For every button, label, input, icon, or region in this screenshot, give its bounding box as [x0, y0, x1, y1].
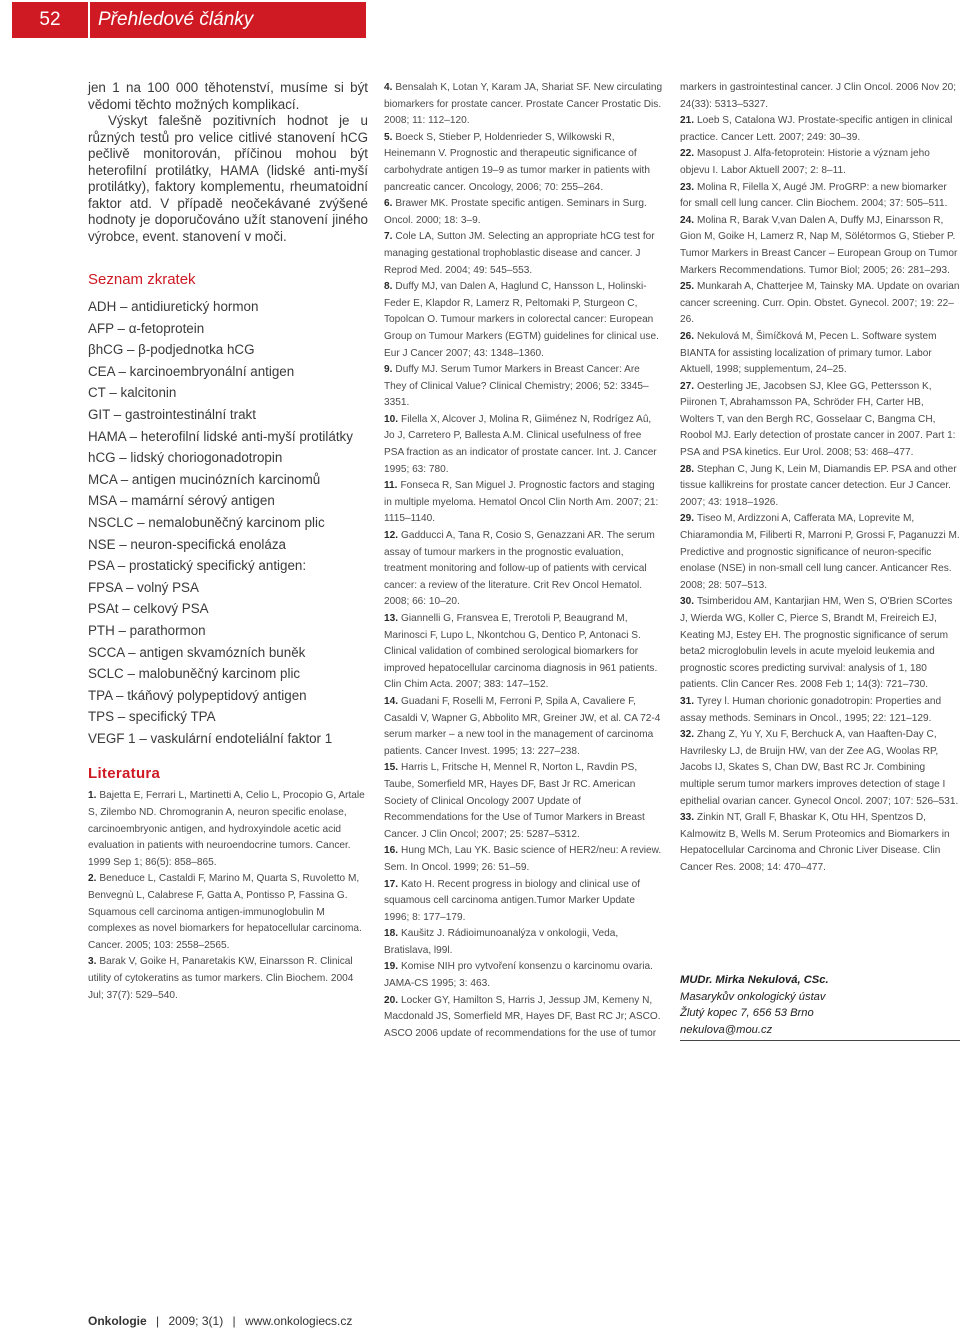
reference-item	[680, 279, 960, 329]
reference-number: 26.	[680, 330, 695, 342]
reference-item	[680, 113, 960, 146]
reference-item	[384, 130, 663, 196]
author-institute: Masarykův onkologický ústav	[680, 990, 826, 1003]
abbreviation-item: MCA – antigen mucinózních karcinomů	[88, 471, 321, 487]
reference-text: Tiseo M, Ardizzoni A, Cafferata MA, Loprevite M, Chiaramondia M, Filiberti R, Marroni P, Grossi F, Paganuzzi M. Predictive and prognostic significance of neuron-specific enolase (NSE) in non-small cell lung cancer. Anticancer Res. 2008; 28: 507–513.	[680, 513, 960, 591]
abbreviation-item: NSCLC – nemalobuněčný karcinom plic	[88, 514, 325, 530]
reference-number: 17.	[384, 878, 399, 890]
reference-number: 23.	[680, 181, 695, 193]
page-number-badge	[12, 2, 88, 38]
reference-number: 19.	[384, 961, 399, 973]
abbreviation-item: TPA – tkáňový polypeptidový antigen	[88, 687, 307, 703]
footer-journal: Onkologie	[88, 1314, 147, 1328]
reference-item	[680, 810, 960, 876]
intro-paragraph-2: Výskyt falešně pozitivních hodnot je u různých testů pro velice citlivé stanovení hCG pečlivě monitorován, příčinou mohou být heterofilní protilátky, HAMA (lidské anti-myší protilátky), faktory komplementu, rheumatoidní faktor atd. V případě neočekávané zvýšené hodnoty je doporučováno užít stanovení jiného výrobce, event. stanovení v moči.	[88, 113, 368, 244]
intro-paragraph-1: jen 1 na 100 000 těhotenství, musíme si být vědomi těchto možných komplikací.	[88, 80, 368, 112]
abbreviations-list	[88, 296, 368, 749]
reference-text: Brawer MK. Prostate specific antigen. Seminars in Surg. Oncol. 2000; 18: 3–9.	[384, 198, 647, 226]
reference-text: Molina R, Filella X, Augé JM. ProGRP: a new biomarker for small cell lung cancer. Clin Biochem. 2004; 37: 505–511.	[680, 181, 948, 210]
abbreviation-item: AFP – α-fetoprotein	[88, 320, 205, 336]
reference-text: Beneduce L, Castaldi F, Marino M, Quarta S, Ruvoletto M, Benvegnù L, Calabrese F, Gatta A, Pontisso P, Fassina G. Squamous cell carcinoma antigen-immunoglobulin M complexes as novel biomarkers for hepatocellular carcinoma. Cancer. 2005; 103: 2558–2565.	[88, 873, 362, 951]
author-divider	[680, 1040, 960, 1041]
reference-number: 3.	[88, 956, 97, 968]
reference-text: Nekulová M, Šimíčková M, Pecen L. Software system BIANTA for assisting localization of primary tumor. Labor Aktuell, 1998; supplementum, 24–25.	[680, 330, 937, 376]
reference-number: 11.	[384, 480, 398, 492]
reference-text: Harris L, Fritsche H, Mennel R, Norton L, Ravdin PS, Taube, Somerfield MR, Hayes DF, Bast Jr RC. American Society of Clinical Oncology 2007 Update of Recommendations for the Use of Tumor Markers in Breast Cancer. J Clin Oncol; 2007; 25: 5287–5312.	[384, 762, 645, 840]
reference-number: 1.	[88, 790, 97, 802]
footer-separator: |	[232, 1314, 236, 1328]
reference-item	[384, 611, 663, 694]
reference-number: 22.	[680, 148, 695, 160]
reference-number: 28.	[680, 463, 695, 475]
reference-item	[680, 694, 960, 727]
reference-text: Duffy MJ, van Dalen A, Haglund C, Hansson L, Holinski-Feder E, Klapdor R, Lamerz R, Peltomaki P, Sturgeon C, Topolcan O. Tumour markers in colorectal cancer: European Group on Tumour Markers (EGTM) guidelines for clinical use. Eur J Cancer 2007; 43: 1348–1360.	[384, 281, 659, 359]
reference-item	[680, 213, 960, 279]
literature-title: Literatura	[88, 765, 161, 783]
reference-item	[384, 760, 663, 843]
reference-item	[384, 80, 663, 130]
footer-issue: 2009; 3(1)	[168, 1314, 224, 1328]
reference-text: Masopust J. Alfa-fetoprotein: Historie a význam jeho objevu I. Labor Aktuell 2007; 2: 8–11.	[680, 148, 930, 176]
section-title: Přehledové články	[98, 9, 254, 30]
column-3	[680, 80, 960, 877]
page-number: 52	[39, 9, 61, 30]
reference-item	[384, 229, 663, 279]
reference-text: Bensalah K, Lotan Y, Karam JA, Shariat SF. New circulating biomarkers for prostate cancer. Prostate Cancer Prostatic Dis. 2008; 11: 112–120.	[384, 82, 663, 127]
reference-number: 24.	[680, 214, 695, 226]
reference-text: Komise NIH pro vytvoření konsenzu o karcinomu ovaria. JAMA-CS 1995; 3: 463.	[384, 961, 653, 990]
abbreviation-item: CT – kalcitonin	[88, 385, 177, 401]
reference-text: Zinkin NT, Grall F, Bhaskar K, Otu HH, Spentzos D, Kalmowitz B, Wells M. Serum Proteomics and Biomarkers in Hepatocellular Carcinoma and Chronic Liver Disease. Clin Cancer Res. 2008; 14: 470–477.	[680, 812, 950, 873]
reference-item	[680, 511, 960, 594]
reference-item	[384, 877, 663, 927]
references-list-col1	[88, 788, 368, 1004]
reference-number: 15.	[384, 762, 399, 774]
abbreviation-item: βhCG – β-podjednotka hCG	[88, 342, 255, 358]
reference-number: 2.	[88, 873, 97, 885]
abbreviation-item: HAMA – heterofilní lidské anti-myší protilátky	[88, 428, 353, 444]
reference-text: markers in gastrointestinal cancer. J Clin Oncol. 2006 Nov 20; 24(33): 5313–5327.	[680, 82, 957, 110]
reference-text: Fonseca R, San Miguel J. Prognostic factors and staging in multiple myeloma. Hematol Oncol Clin North Am. 2007; 21: 1115–1140.	[384, 480, 659, 525]
abbreviation-item: PTH – parathormon	[88, 622, 206, 638]
reference-text: Munkarah A, Chatterjee M, Tainsky MA. Update on ovarian cancer screening. Curr. Opin. Obstet. Gynecol. 2007; 19: 22–26.	[680, 281, 960, 326]
reference-item	[680, 727, 960, 810]
reference-number: 30.	[680, 596, 695, 608]
reference-number: 25.	[680, 281, 695, 293]
reference-text: Giannelli G, Fransvea E, Trerotoli P, Beaugrand M, Marinosci F, Lupo L, Nkontchou G, Dentico P, Antonaci S. Clinical validation of combined serological biomarkers for improved hepatocellular carcinoma diagnosis in 961 patients. Clin Chim Acta. 2007; 383: 147–152.	[384, 613, 658, 691]
reference-number: 31.	[680, 695, 695, 707]
reference-text: Gadducci A, Tana R, Cosio S, Genazzani AR. The serum assay of tumour markers in the prognostic evaluation, treatment monitoring and follow-up of patients with cervical cancer: a review of the literature. Crit Rev Oncol Hematol. 2008; 66: 10–20.	[384, 530, 655, 608]
reference-item	[88, 788, 368, 871]
abbreviation-item: FPSA – volný PSA	[88, 579, 199, 595]
reference-text: Kaušitz J. Rádioimunoanalýza v onkologii, Veda, Bratislava, l99l.	[384, 928, 619, 956]
footer-website[interactable]: www.onkologiecs.cz	[245, 1314, 353, 1328]
reference-item	[680, 80, 960, 113]
page-footer	[88, 1314, 352, 1328]
reference-number: 12.	[384, 530, 399, 542]
reference-item	[384, 959, 663, 992]
reference-text: Kato H. Recent progress in biology and clinical use of squamous cell carcinoma antigen.Tumor Marker Update 1996; 8: 177–179.	[384, 878, 641, 923]
abbreviation-item: CEA – karcinoembryonální antigen	[88, 363, 295, 379]
reference-number: 13.	[384, 613, 399, 624]
abbreviation-item: PSA – prostatický specifický antigen:	[88, 558, 307, 574]
reference-number: 14.	[384, 695, 399, 707]
reference-item	[384, 528, 663, 611]
reference-text: Zhang Z, Yu Y, Xu F, Berchuck A, van Haaften-Day C, Havrilesky LJ, de Bruijn HW, van der Zee AG, Woolas RP, Jacobs IJ, Skates S, Chan DW, Bast RC Jr. Combining multiple serum tumor markers improves detection of stage I epithelial ovarian cancer. Gynecol Oncol. 2007; 107: 526–531.	[680, 729, 959, 807]
reference-item	[384, 196, 663, 229]
abbreviation-item: SCLC – malobuněčný karcinom plic	[88, 666, 301, 682]
abbreviation-item: GIT – gastrointestinální trakt	[88, 406, 256, 422]
reference-item	[384, 412, 663, 478]
author-name: MUDr. Mirka Nekulová, CSc.	[680, 974, 829, 986]
reference-item	[384, 279, 663, 362]
reference-text: Guadani F, Roselli M, Ferroni P, Spila A, Cavaliere F, Casaldi V, Wapner G, Abbolito MR, Greiner JW, et al. CA 72-4 serum marker – a new tool in the management of carcinoma patients. Cancer Invest. 1995; 13: 227–238.	[384, 695, 661, 757]
section-header	[90, 2, 366, 38]
reference-item	[680, 594, 960, 694]
reference-number: 9.	[384, 364, 393, 376]
abbreviation-item: NSE – neuron-specifická enoláza	[88, 536, 286, 552]
reference-number: 32.	[680, 729, 695, 741]
reference-text: Stephan C, Jung K, Lein M, Diamandis EP. PSA and other tissue kallikreins for prostate cancer detection. Eur J Cancer. 2007; 43: 1918–1926.	[680, 463, 957, 508]
reference-text: Bajetta E, Ferrari L, Martinetti A, Celio L, Procopio G, Artale S, Zilembo ND. Chromogranin A, neuron specific enolase, carcinoembryonic antigen, and hydroxyindole acetic acid evaluation in patients with neuroendocrine tumors. Cancer. 1999 Sep 1; 86(5): 858–865.	[88, 790, 365, 868]
reference-item	[680, 146, 960, 179]
reference-item	[384, 926, 663, 959]
footer-separator: |	[156, 1314, 160, 1328]
abbreviation-item: TPS – specifický TPA	[88, 709, 216, 725]
reference-text: Barak V, Goike H, Panaretakis KW, Einarsson R. Clinical utility of cytokeratins as tumor markers. Clin Biochem. 2004 Jul; 37(7): 529–540.	[88, 956, 354, 1001]
abbreviation-item: hCG – lidský choriogonadotropin	[88, 450, 283, 466]
reference-number: 33.	[680, 812, 695, 824]
reference-text: Filella X, Alcover J, Molina R, Giiménez N, Rodrígez Aû, Jo J, Carretero P, Ballesta A.M. Clinical usefulness of free PSA fraction as an indicator of prostate cancer. Int. J. Cancer 1995; 63: 780.	[384, 413, 657, 475]
column-1	[88, 80, 368, 1004]
reference-text: Boeck S, Stieber P, Holdenrieder S, Wilkowski R, Heinemann V. Prognostic and therapeutic significance of carbohydrate antigen 19–9 as tumor marker in patients with pancreatic cancer. Oncology, 2006; 70: 255–264.	[384, 131, 650, 193]
reference-number: 7.	[384, 231, 393, 243]
reference-item	[680, 180, 960, 213]
abbreviation-item: VEGF 1 – vaskulární endoteliální faktor 1	[88, 730, 333, 746]
reference-number: 6.	[384, 198, 393, 210]
reference-text: Cole LA, Sutton JM. Selecting an appropriate hCG test for managing gestational trophoblastic disease and cancer. J Reprod Med. 2004; 49: 545–553.	[384, 231, 655, 276]
references-list-col2	[384, 80, 663, 1042]
abbreviation-item: ADH – antidiuretický hormon	[88, 299, 259, 314]
reference-number: 5.	[384, 131, 393, 143]
reference-item	[384, 362, 663, 412]
column-2	[384, 80, 663, 1042]
reference-item	[384, 843, 663, 876]
reference-text: Hung MCh, Lau YK. Basic science of HER2/neu: A review. Sem. In Oncol. 1999; 26: 51–59.	[384, 845, 662, 873]
reference-number: 27.	[680, 380, 695, 392]
reference-number: 16.	[384, 845, 399, 857]
author-block	[680, 972, 960, 1038]
reference-text: Loeb S, Catalona WJ. Prostate-specific antigen in clinical practice. Cancer Lett. 2007; 249: 30–39.	[680, 115, 953, 143]
reference-number: 10.	[384, 413, 399, 425]
reference-item	[680, 329, 960, 379]
author-address: Žlutý kopec 7, 656 53 Brno	[680, 1007, 814, 1019]
reference-text: Tyrey l. Human chorionic gonadotropin: Properties and assay methods. Seminars in Oncol., 1995; 22: 121–129.	[680, 695, 942, 724]
reference-text: Oesterling JE, Jacobsen SJ, Klee GG, Pettersson K, Piironen T, Abrahamsson PA, Schröder FH, Carter HB, Wolters T, van den Bergh RC, Gosselaar C, Bangma CH, Roobol MJ. Early detection of prostate cancer in 2007. Part 1: PSA and PSA kinetics. Eur Urol. 2008; 53: 468–477.	[680, 380, 956, 459]
reference-item	[384, 478, 663, 528]
reference-number: 4.	[384, 82, 393, 93]
reference-number: 20.	[384, 994, 399, 1006]
reference-number: 29.	[680, 513, 695, 525]
reference-text: Molina R, Barak V,van Dalen A, Duffy MJ, Einarsson R, Gion M, Goike H, Lamerz R, Nap M, Sölétormos G, Stieber P. Tumor Markers in Breast Cancer – European Group on Tumor Markers Recommendations. Tumor Biol; 2005; 26: 281–293.	[680, 214, 958, 276]
reference-number: 21.	[680, 115, 695, 127]
reference-number: 8.	[384, 281, 393, 293]
reference-number: 18.	[384, 928, 399, 940]
reference-text: Tsimberidou AM, Kantarjian HM, Wen S, O'Brien SCortes J, Wierda WG, Koller C, Pierce S, Brandt M, Freireich EJ, Keating MJ, Estey EH. The prognostic significance of serum beta2 microglobulin levels in acute myeloid leukemia and prognostic scores predicting survival: analysis of 1, 180 patients. Clin Cancer Res. 2008 Feb 1; 14(3): 721–730.	[680, 596, 953, 691]
references-list-col3	[680, 80, 960, 877]
abbreviations-title: Seznam zkratek	[88, 271, 196, 288]
author-email[interactable]: nekulova@mou.cz	[680, 1023, 773, 1036]
abbreviation-item: MSA – mamární sérový antigen	[88, 493, 275, 509]
reference-item	[384, 694, 663, 760]
reference-text: Locker GY, Hamilton S, Harris J, Jessup JM, Kemeny N, Macdonald JS, Somerfield MR, Hayes DF, Bast RC Jr; ASCO. ASCO 2006 update of recommendations for the use of tumor	[384, 994, 661, 1039]
reference-item	[88, 871, 368, 954]
reference-text: Duffy MJ. Serum Tumor Markers in Breast Cancer: Are They of Clinical Value? Clinical Chemistry; 2006; 52: 3345–3351.	[384, 364, 649, 409]
reference-item	[384, 993, 663, 1043]
abbreviation-item: PSAt – celkový PSA	[88, 601, 209, 617]
reference-item	[88, 954, 368, 1004]
reference-item	[680, 462, 960, 512]
abbreviation-item: SCCA – antigen skvamózních buněk	[88, 644, 306, 660]
reference-item	[680, 379, 960, 462]
